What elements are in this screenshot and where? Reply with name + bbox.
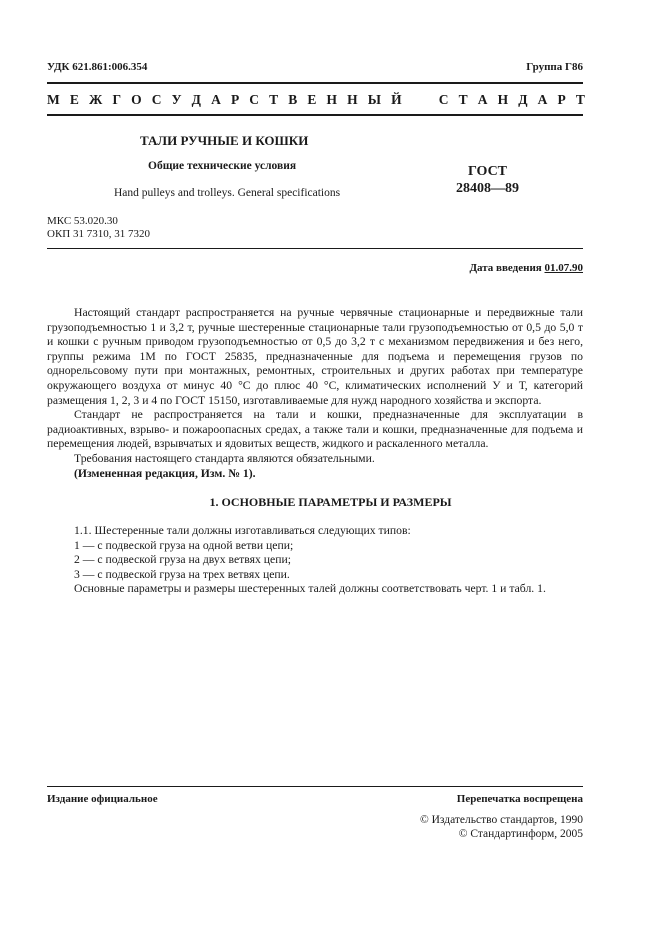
heading-letter: Р [230,92,240,107]
amendment-note: (Измененная редакция, Изм. № 1). [74,466,256,480]
heading-letter: Д [191,92,201,107]
heading-letter: У [171,92,182,107]
section-text [47,524,583,597]
reprint-notice: Перепечатка воспрещена [456,793,583,805]
mks-code: МКС 53.020.30 [47,215,118,227]
heading-letter: Т [269,92,279,107]
document-title: ТАЛИ РУЧНЫЕ И КОШКИ [140,133,309,148]
footer-rule [47,786,583,787]
gost-designation [456,163,519,197]
heading-letter: Р [557,92,566,107]
heading-letter [425,92,428,108]
scope-text [47,306,583,481]
gost-label: ГОСТ [467,164,508,179]
introduction-date [469,262,583,275]
english-title: Hand pulleys and trolleys. General specifications [114,187,341,199]
document-subtitle: Общие технические условия [148,160,297,172]
heading-letter [412,92,415,108]
udk-code: УДК 621.861:006.354 [47,61,148,73]
paragraph: 1.1. Шестеренные тали должны изготавливаться следующих типов: [74,524,411,537]
heading-letter: С [249,92,260,107]
heading-letter: О [131,92,142,107]
heading-letter: Й [391,92,402,107]
heading-letter: А [537,92,548,107]
heading-letter: С [151,92,162,107]
heading-letter: Ы [367,92,382,107]
heading-letter: Ж [88,92,103,107]
paragraph: 1 — с подвеской груза на одной ветви цепи; [74,538,294,552]
official-edition: Издание официальное [47,793,158,805]
gost-number: 28408—89 [456,181,519,196]
copyright-1990: © Издательство стандартов, 1990 [419,814,583,826]
date-value: 01.07.90 [544,262,583,274]
heading-letter: А [477,92,488,107]
okp-code: ОКП 31 7310, 31 7320 [47,228,150,240]
heading-letter: В [288,92,298,107]
paragraph: Требования настоящего стандарта являются обязательными. [74,451,375,465]
paragraph: 3 — с подвеской груза на трех ветвях цепи. [74,567,290,581]
paragraph: 2 — с подвеской груза на двух ветвях цепи; [74,553,291,567]
header-rule [47,114,583,116]
paragraph: Стандарт не распространяется на тали и кошки, предназначенные для эксплуатации в радиоактивных, взрыво- и пожароопасных средах, а также тали и кошки, предназначенные для подъема и перемещения людей, взрывчатых и ядовитых веществ, жидкого и раскаленного металла. [47,408,583,451]
paragraph: Настоящий стандарт распространяется на ручные червячные стационарные и передвижные тали грузоподъемностью 1 и 3,2 т, ручные шестеренные стационарные тали грузоподъемностью от 0,5 до 5,0 т и кошки с ручным приводом грузоподъемностью от 0,5 до 3,2 т с механизмом передвижения и без него, группы режима 1М по ГОСТ 25835, предназначенные для подъема и перемещения грузов по однорельсовому пути при монтажных, ремонтных, строительных и других работах при температуре окружающего воздуха от минус 40 °С до плюс 40 °С, климатических исполнений У и Т, категорий размещения 1, 2, 3 и 4 по ГОСТ 15150, изготавливаемые для нужд народного хозяйства и экспорта. [47,306,583,407]
heading-letter: М [47,92,60,107]
heading-letter: Н [326,92,338,107]
heading-letter: С [438,92,449,107]
heading-letter: Н [347,92,358,107]
date-label: Дата введения [469,262,542,274]
heading-letter: Е [307,92,317,107]
copyright-2005: © Стандартинформ, 2005 [458,828,583,840]
heading-letter: Н [497,92,509,107]
paragraph: Основные параметры и размеры шестеренных талей должны соответствовать черт. 1 и табл. 1. [74,582,546,596]
heading-letter: А [211,92,221,107]
interstate-standard-heading [47,92,585,108]
heading-letter: Т [458,92,468,107]
heading-letter: Д [518,92,528,107]
heading-letter: Г [112,92,122,107]
section-heading: 1. ОСНОВНЫЕ ПАРАМЕТРЫ И РАЗМЕРЫ [209,495,452,509]
heading-letter: Т [575,92,585,107]
heading-letter: Е [69,92,79,107]
top-rule [47,82,583,84]
codes-rule [47,248,583,249]
group-code: Группа Г86 [526,61,583,73]
